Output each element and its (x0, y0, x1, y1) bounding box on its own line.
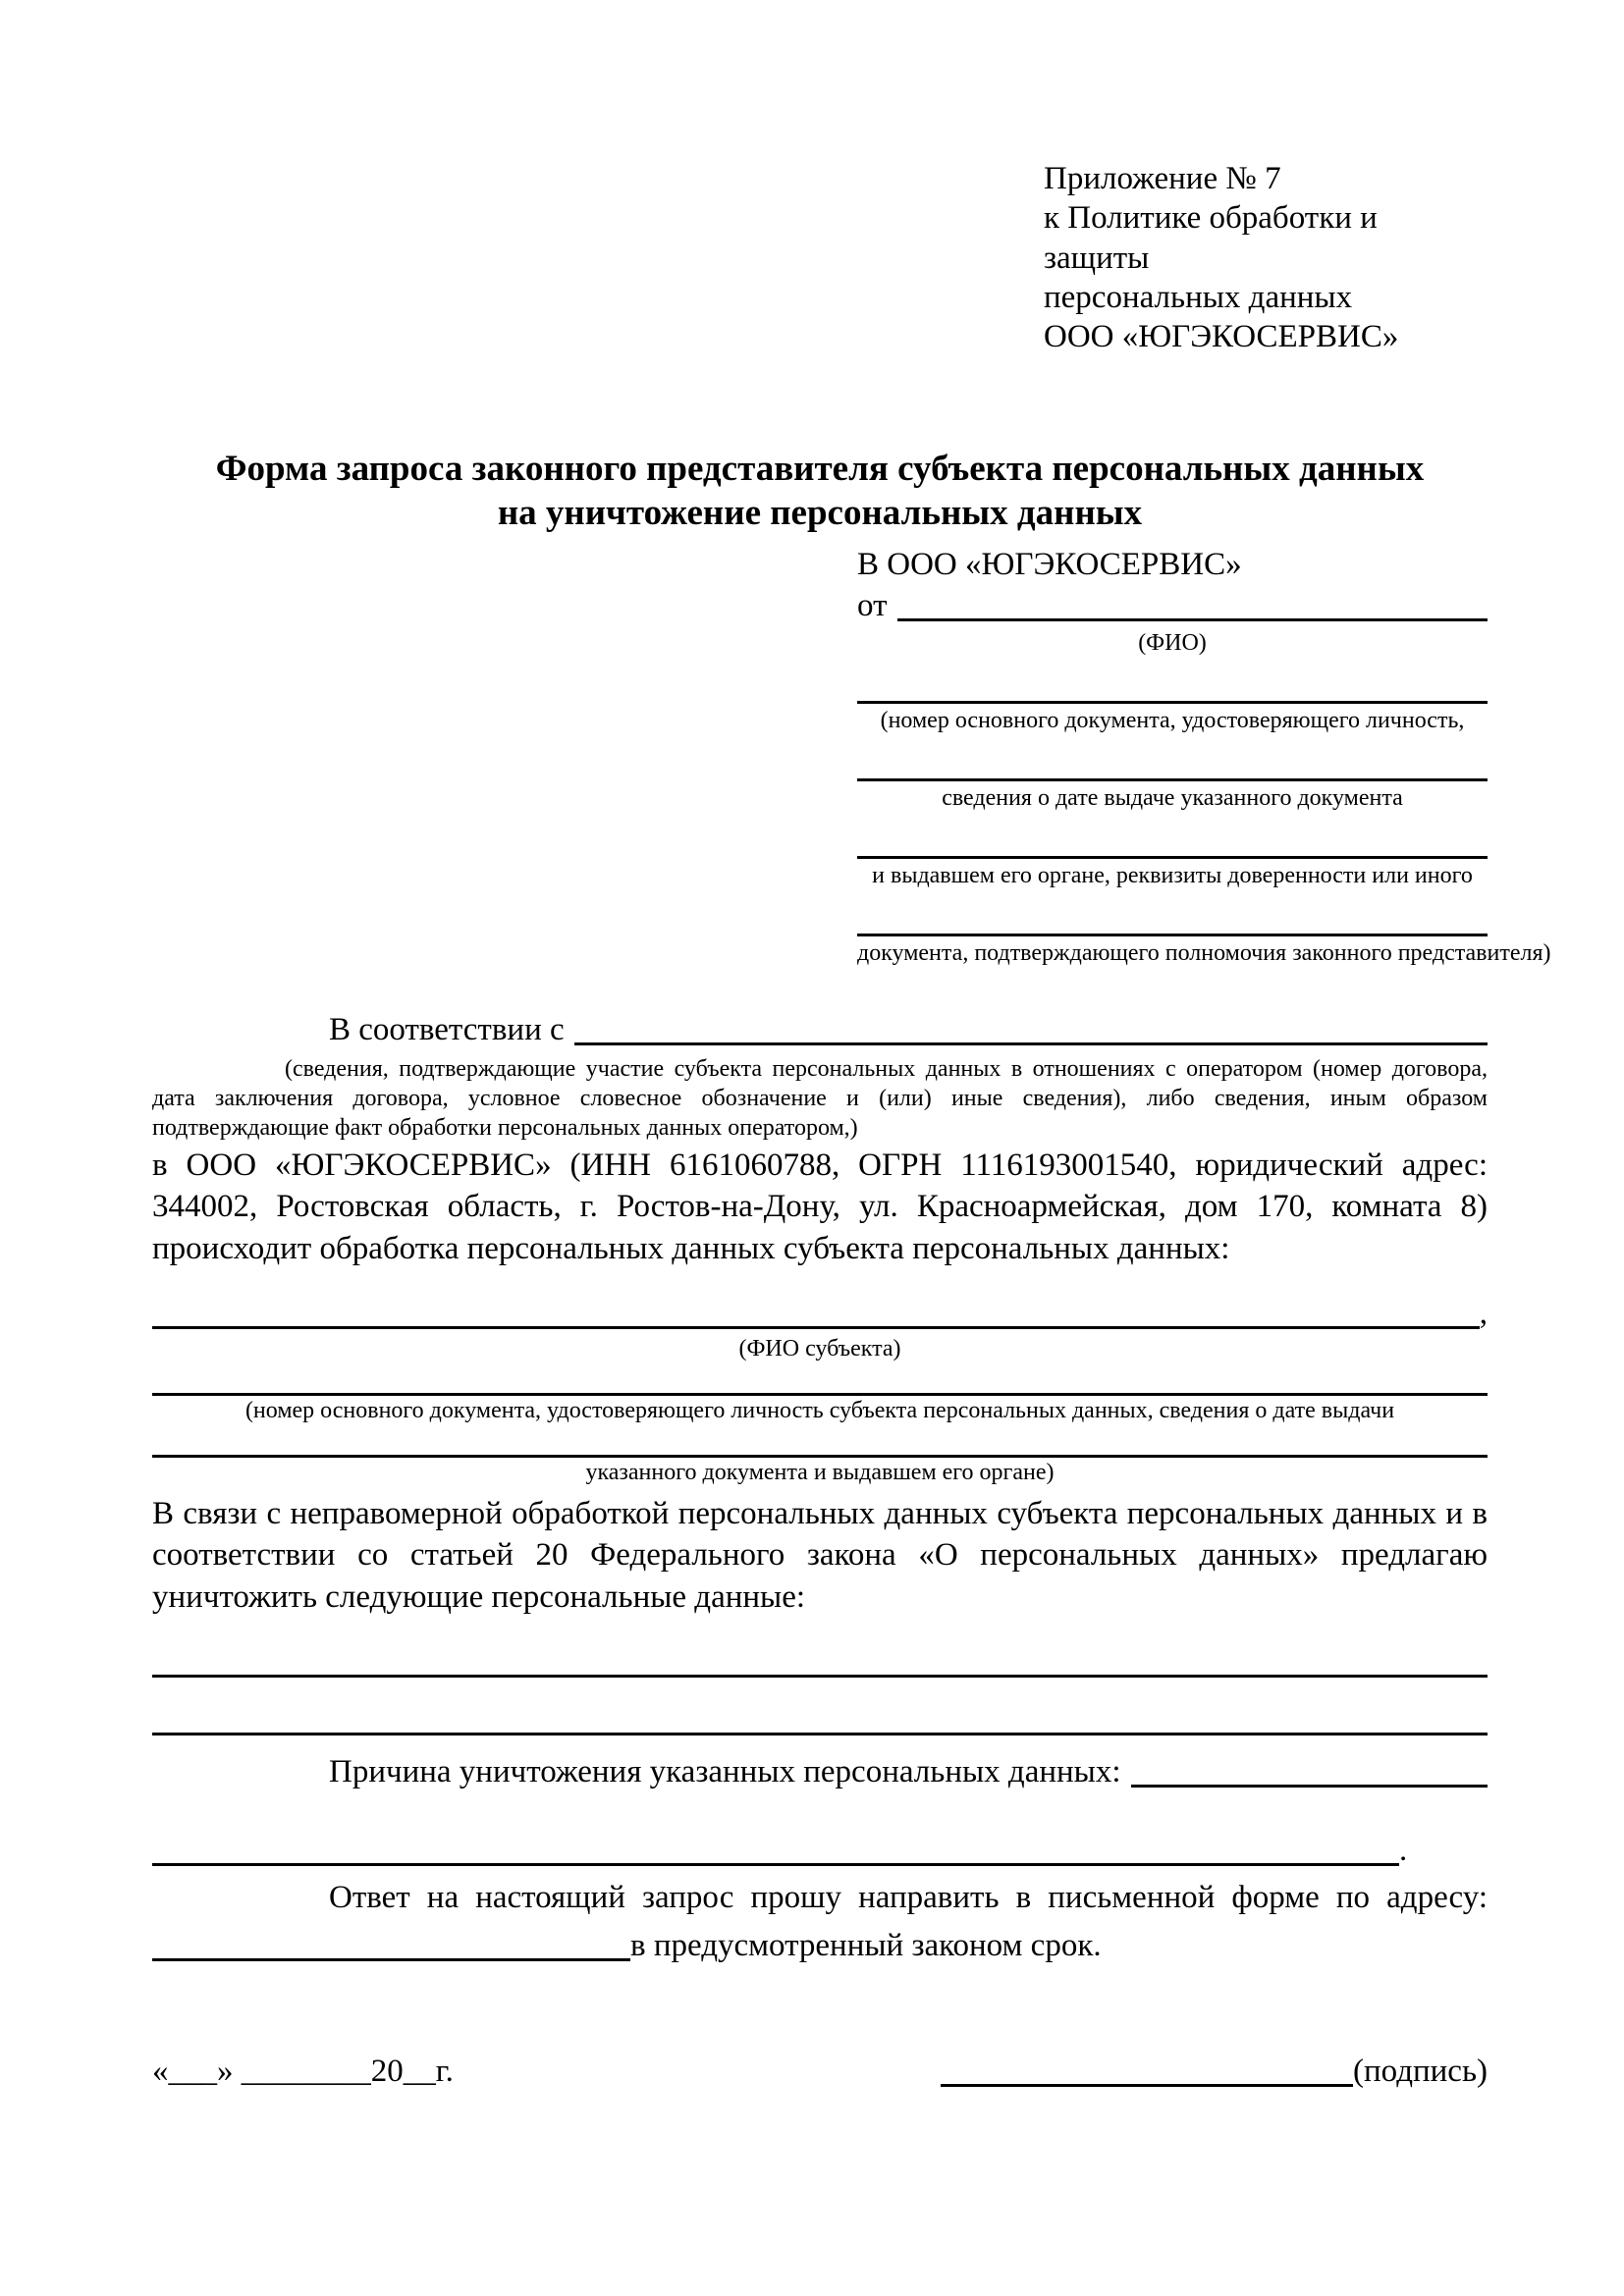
fio-blank-line (897, 618, 1489, 621)
appendix-line: к Политике обработки и защиты (1044, 200, 1378, 276)
signature-row (152, 2051, 1488, 2092)
addressee-company: В ООО «ЮГЭКОСЕРВИС» (857, 546, 1242, 582)
trailing-comma: , (1479, 1295, 1488, 1331)
signature-group (941, 2051, 1488, 2092)
reply-address-line (152, 1925, 1488, 1966)
subject-doc-caption-2: указанного документа и выдавшем его органе) (585, 1460, 1055, 1486)
blank-line (152, 1733, 1488, 1735)
addressee-block (857, 544, 1551, 968)
reason-lead: Причина уничтожения указанных персональных данных: (329, 1753, 1121, 1789)
address-blank-line (152, 1958, 630, 1961)
signature-caption: (подпись) (1353, 2053, 1488, 2089)
trailing-period: . (1399, 1833, 1408, 1869)
appendix-line: ООО «ЮГЭКОСЕРВИС» (1044, 319, 1399, 354)
accordance-blank-line (574, 1042, 1488, 1045)
form-title (152, 447, 1488, 535)
reply-paragraph: Ответ на настоящий запрос прошу направить в письменной форме по адресу: (329, 1880, 1488, 1916)
doc-caption-4: документа, подтверждающего полномочия законного представителя) (857, 939, 1551, 966)
accordance-line (152, 1009, 1488, 1050)
form-title-line1: Форма запроса законного представителя субъекта персональных данных (215, 449, 1425, 490)
blank-line (152, 1675, 1488, 1678)
date-line: «___» ________20__г. (152, 2053, 454, 2089)
accordance-lead: В соответствии с (329, 1011, 565, 1047)
blank-line (857, 778, 1488, 781)
fio-caption: (ФИО) (1138, 629, 1207, 656)
accordance-note: (сведения, подтверждающие участие субъекта персональных данных в отношениях с оператором (номер договора, дата заключения договора, условное словесное обозначение и (или) иные сведения), либо сведения, иным образом подтверждающие факт обработки персональных данных оператором,) (152, 1056, 1488, 1142)
doc-caption-3: и выдавшем его органе, реквизиты доверенности или иного (872, 862, 1473, 888)
from-label: от (857, 587, 888, 623)
reason-blank-line (1131, 1785, 1488, 1788)
appendix-line: персональных данных (1044, 279, 1353, 315)
signature-blank-line (941, 2084, 1353, 2087)
request-paragraph: В связи с неправомерной обработкой персональных данных субъекта персональных данных и в соответствии со статьей 20 Федерального закона «О персональных данных» предлагаю уничтожить следующие персональные данные: (152, 1496, 1488, 1615)
blank-line (152, 1326, 1480, 1329)
appendix-line: Приложение № 7 (1044, 161, 1281, 196)
operator-paragraph: в ООО «ЮГЭКОСЕРВИС» (ИНН 6161060788, ОГРН 1116193001540, юридический адрес: 344002, Ростовская область, г. Ростов-на-Дону, ул. Красноармейская, дом 170, комната 8) происходит обработка персональных данных субъекта персональных данных: (152, 1148, 1488, 1266)
appendix-block (1044, 159, 1488, 356)
blank-line (857, 856, 1488, 859)
doc-caption-1: (номер основного документа, удостоверяющего личность, (880, 707, 1465, 733)
reason-line (152, 1751, 1488, 1792)
blank-line (857, 934, 1488, 936)
subject-doc-caption-1: (номер основного документа, удостоверяющего личность субъекта персональных данных, сведения о дате выдачи (244, 1398, 1395, 1424)
form-title-line2: на уничтожение персональных данных (497, 493, 1143, 534)
subject-fio-caption: (ФИО субъекта) (738, 1336, 901, 1362)
doc-caption-2: сведения о дате выдаче указанного документа (942, 784, 1403, 811)
blank-line (152, 1863, 1399, 1866)
subject-fio-line (152, 1293, 1488, 1334)
blank-line (857, 701, 1488, 704)
reply-tail-text: в предусмотренный законом срок. (630, 1927, 1102, 1963)
from-line (857, 585, 1488, 626)
reason-continuation-line (152, 1830, 1488, 1871)
